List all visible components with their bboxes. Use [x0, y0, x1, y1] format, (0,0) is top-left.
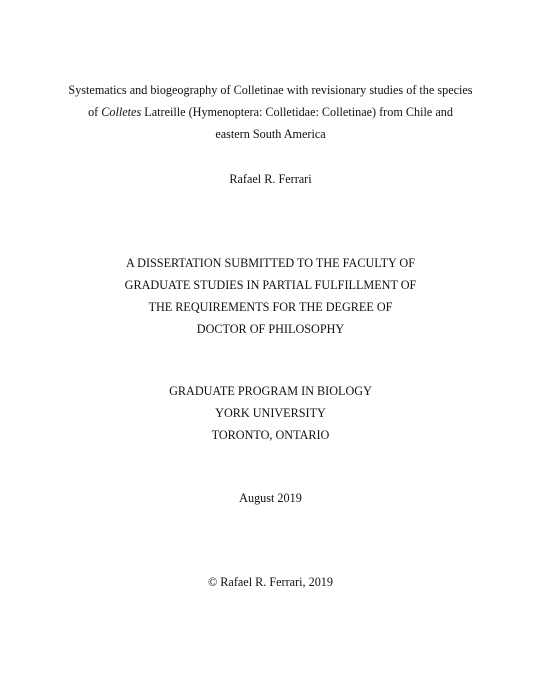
submission-statement [40, 252, 501, 340]
statement-line-1: A DISSERTATION SUBMITTED TO THE FACULTY OF [125, 256, 415, 270]
statement-line-4: DOCTOR OF PHILOSOPHY [196, 322, 345, 336]
program-affiliation [40, 380, 501, 446]
date-line: August 2019 [239, 491, 302, 505]
copyright-line: © Rafael R. Ferrari, 2019 [207, 575, 333, 589]
genus-name: Colletes [101, 105, 142, 119]
title-line-1: Systematics and biogeography of Colletinae with revisionary studies of the species [68, 83, 473, 97]
statement-line-2: GRADUATE STUDIES IN PARTIAL FULFILLMENT OF [124, 278, 417, 292]
author-name [40, 168, 501, 190]
statement-line-3: THE REQUIREMENTS FOR THE DEGREE OF [148, 300, 393, 314]
title-line-2 [40, 101, 501, 123]
title-line-3: eastern South America [215, 127, 326, 141]
author-line: Rafael R. Ferrari [229, 172, 312, 186]
dissertation-title [40, 79, 501, 145]
submission-date [40, 487, 501, 509]
copyright-notice [40, 571, 501, 593]
title-line-2-prefix: of [88, 105, 102, 119]
program-line-3: TORONTO, ONTARIO [211, 428, 330, 442]
title-line-2-suffix: Latreille (Hymenoptera: Colletidae: Colletinae) from Chile and [141, 105, 453, 119]
program-line-1: GRADUATE PROGRAM IN BIOLOGY [169, 384, 372, 398]
program-line-2: YORK UNIVERSITY [215, 406, 326, 420]
